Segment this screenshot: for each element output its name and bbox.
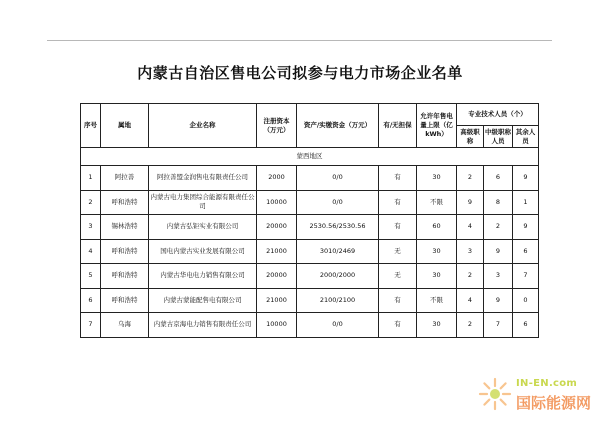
cell-region: 呼和浩特	[101, 190, 149, 215]
cell-guarantee: 有	[379, 190, 417, 215]
cell-guarantee: 无	[379, 264, 417, 289]
table-row	[81, 288, 539, 313]
cell-intermediate: 2	[484, 215, 513, 240]
header-company: 企业名称	[149, 104, 257, 148]
cell-other: 9	[513, 215, 539, 240]
region-label: 蒙西地区	[81, 148, 539, 166]
header-senior: 高级职称	[457, 126, 484, 148]
region-row	[81, 148, 539, 166]
cell-company: 国电内蒙古实业发展有限公司	[149, 239, 257, 264]
cell-capital: 10000	[257, 190, 297, 215]
table-row	[81, 239, 539, 264]
header-other: 其余人员	[513, 126, 539, 148]
cell-seq: 1	[81, 166, 101, 191]
cell-assets: 0/0	[297, 166, 379, 191]
cell-company: 内蒙古弘钜实业有限公司	[149, 215, 257, 240]
watermark-site: IN-EN.com	[516, 378, 578, 389]
cell-guarantee: 无	[379, 239, 417, 264]
cell-other: 6	[513, 313, 539, 338]
header-max-sales: 允许年售电量上限（亿kWh）	[417, 104, 457, 148]
cell-region: 呼和浩特	[101, 288, 149, 313]
cell-seq: 2	[81, 190, 101, 215]
cell-assets: 2530.56/2530.56	[297, 215, 379, 240]
cell-senior: 2	[457, 264, 484, 289]
table-row	[81, 313, 539, 338]
cell-region: 呼和浩特	[101, 239, 149, 264]
sunburst-logo-icon	[478, 377, 512, 411]
cell-max-sales: 30	[417, 239, 457, 264]
header-intermediate: 中级职称人员	[484, 126, 513, 148]
table-row	[81, 215, 539, 240]
cell-assets: 0/0	[297, 313, 379, 338]
cell-assets: 2000/2000	[297, 264, 379, 289]
cell-intermediate: 9	[484, 288, 513, 313]
document-title: 内蒙古自治区售电公司拟参与电力市场企业名单	[137, 64, 463, 82]
cell-region: 锡林浩特	[101, 215, 149, 240]
cell-capital: 21000	[257, 239, 297, 264]
cell-senior: 2	[457, 313, 484, 338]
cell-other: 0	[513, 288, 539, 313]
cell-assets: 2100/2100	[297, 288, 379, 313]
cell-region: 阿拉善	[101, 166, 149, 191]
cell-senior: 4	[457, 215, 484, 240]
cell-senior: 2	[457, 166, 484, 191]
cell-max-sales: 30	[417, 313, 457, 338]
watermark-brand: 国际能源网	[516, 394, 592, 412]
cell-max-sales: 30	[417, 264, 457, 289]
cell-intermediate: 7	[484, 313, 513, 338]
cell-senior: 4	[457, 288, 484, 313]
company-table	[80, 103, 539, 338]
cell-max-sales: 30	[417, 166, 457, 191]
cell-other: 1	[513, 190, 539, 215]
cell-guarantee: 有	[379, 313, 417, 338]
cell-senior: 3	[457, 239, 484, 264]
header-row	[81, 104, 539, 126]
header-seq: 序号	[81, 104, 101, 148]
cell-company: 内蒙古华电电力销售有限公司	[149, 264, 257, 289]
cell-intermediate: 6	[484, 166, 513, 191]
table-row	[81, 166, 539, 191]
cell-guarantee: 有	[379, 166, 417, 191]
cell-max-sales: 不限	[417, 190, 457, 215]
cell-seq: 7	[81, 313, 101, 338]
table-row	[81, 264, 539, 289]
watermark	[478, 375, 596, 419]
cell-max-sales: 60	[417, 215, 457, 240]
cell-seq: 5	[81, 264, 101, 289]
cell-max-sales: 不限	[417, 288, 457, 313]
cell-senior: 9	[457, 190, 484, 215]
cell-assets: 3010/2469	[297, 239, 379, 264]
cell-assets: 0/0	[297, 190, 379, 215]
header-guarantee: 有/无担保	[379, 104, 417, 148]
cell-intermediate: 8	[484, 190, 513, 215]
cell-capital: 20000	[257, 264, 297, 289]
cell-seq: 3	[81, 215, 101, 240]
cell-intermediate: 3	[484, 264, 513, 289]
cell-capital: 21000	[257, 288, 297, 313]
cell-capital: 20000	[257, 215, 297, 240]
header-region: 属地	[101, 104, 149, 148]
cell-guarantee: 有	[379, 215, 417, 240]
cell-company: 内蒙古电力集团综合能源有限责任公司	[149, 190, 257, 215]
cell-guarantee: 有	[379, 288, 417, 313]
header-assets: 资产/实缴资金（万元）	[297, 104, 379, 148]
header-staff: 专业技术人员（个）	[457, 104, 539, 126]
cell-capital: 2000	[257, 166, 297, 191]
cell-other: 7	[513, 264, 539, 289]
cell-seq: 6	[81, 288, 101, 313]
cell-region: 呼和浩特	[101, 264, 149, 289]
top-rule	[47, 40, 552, 41]
header-registered-capital: 注册资本（万元）	[257, 104, 297, 148]
cell-capital: 10000	[257, 313, 297, 338]
cell-other: 9	[513, 166, 539, 191]
cell-region: 乌海	[101, 313, 149, 338]
table-row	[81, 190, 539, 215]
cell-intermediate: 9	[484, 239, 513, 264]
cell-seq: 4	[81, 239, 101, 264]
cell-company: 阿拉善盟金润售电有限责任公司	[149, 166, 257, 191]
cell-company: 内蒙古京海电力销售有限责任公司	[149, 313, 257, 338]
cell-other: 6	[513, 239, 539, 264]
cell-company: 内蒙古蒙能配售电有限公司	[149, 288, 257, 313]
